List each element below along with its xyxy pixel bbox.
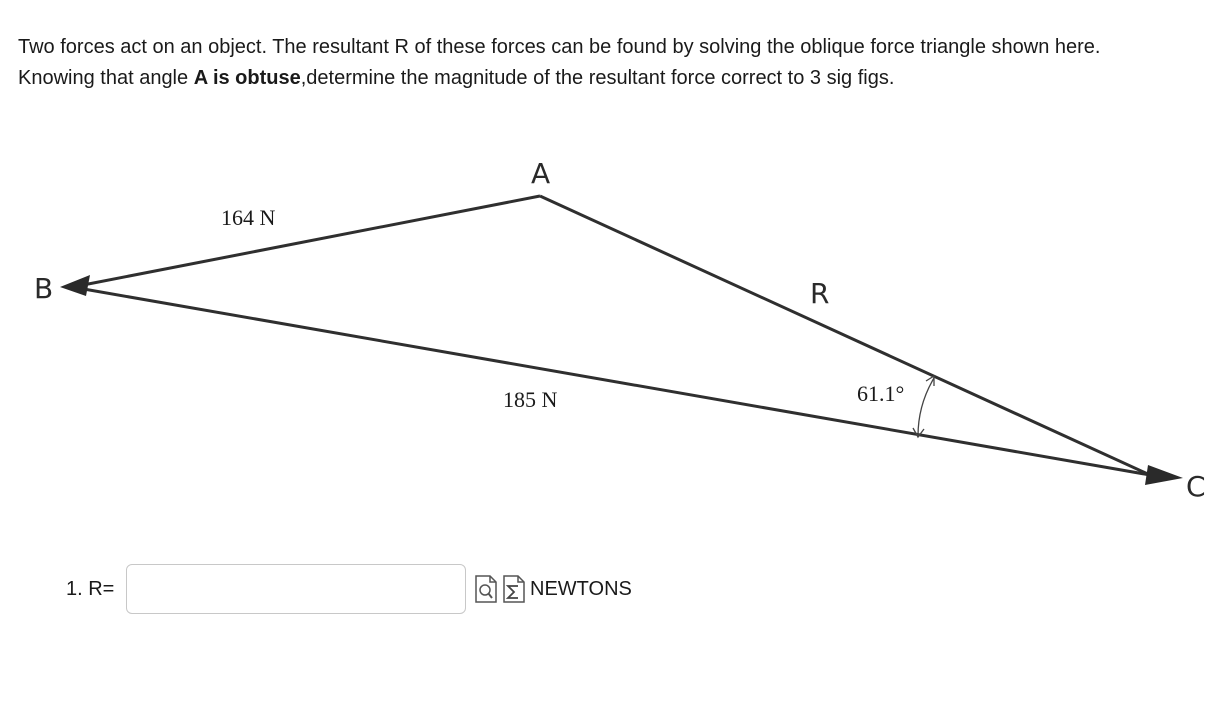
label-185n: 185 N <box>503 387 558 412</box>
answer-label: 1. R= <box>66 577 115 600</box>
vertex-label-b: B <box>34 272 54 305</box>
answer-input[interactable] <box>126 564 466 614</box>
vertex-label-c: C <box>1186 470 1206 503</box>
label-164n: 164 N <box>221 205 276 230</box>
answer-row <box>66 562 632 616</box>
arrowhead-c <box>1145 465 1183 485</box>
arrowhead-b <box>60 275 90 296</box>
question-line-1: Two forces act on an object. The resultant R of these forces can be found by solving the oblique force triangle shown here. <box>18 36 1101 58</box>
angle-arc-c <box>918 378 934 436</box>
question-line-2-prefix: Knowing that angle <box>18 67 194 89</box>
question-emphasis: A is obtuse <box>193 67 301 89</box>
label-angle-c: 61.1° <box>857 381 905 406</box>
side-ab <box>78 196 540 286</box>
equation-editor-icon[interactable] <box>502 574 526 604</box>
side-bc <box>78 288 1150 475</box>
side-ac-resultant <box>540 196 1150 475</box>
question-line-2-suffix: ,determine the magnitude of the resultant force correct to 3 sig figs. <box>300 67 895 89</box>
vertex-label-a: A <box>531 157 551 190</box>
preview-icon[interactable] <box>474 574 498 604</box>
label-r: R <box>810 277 830 310</box>
units-label: NEWTONS <box>530 577 632 600</box>
